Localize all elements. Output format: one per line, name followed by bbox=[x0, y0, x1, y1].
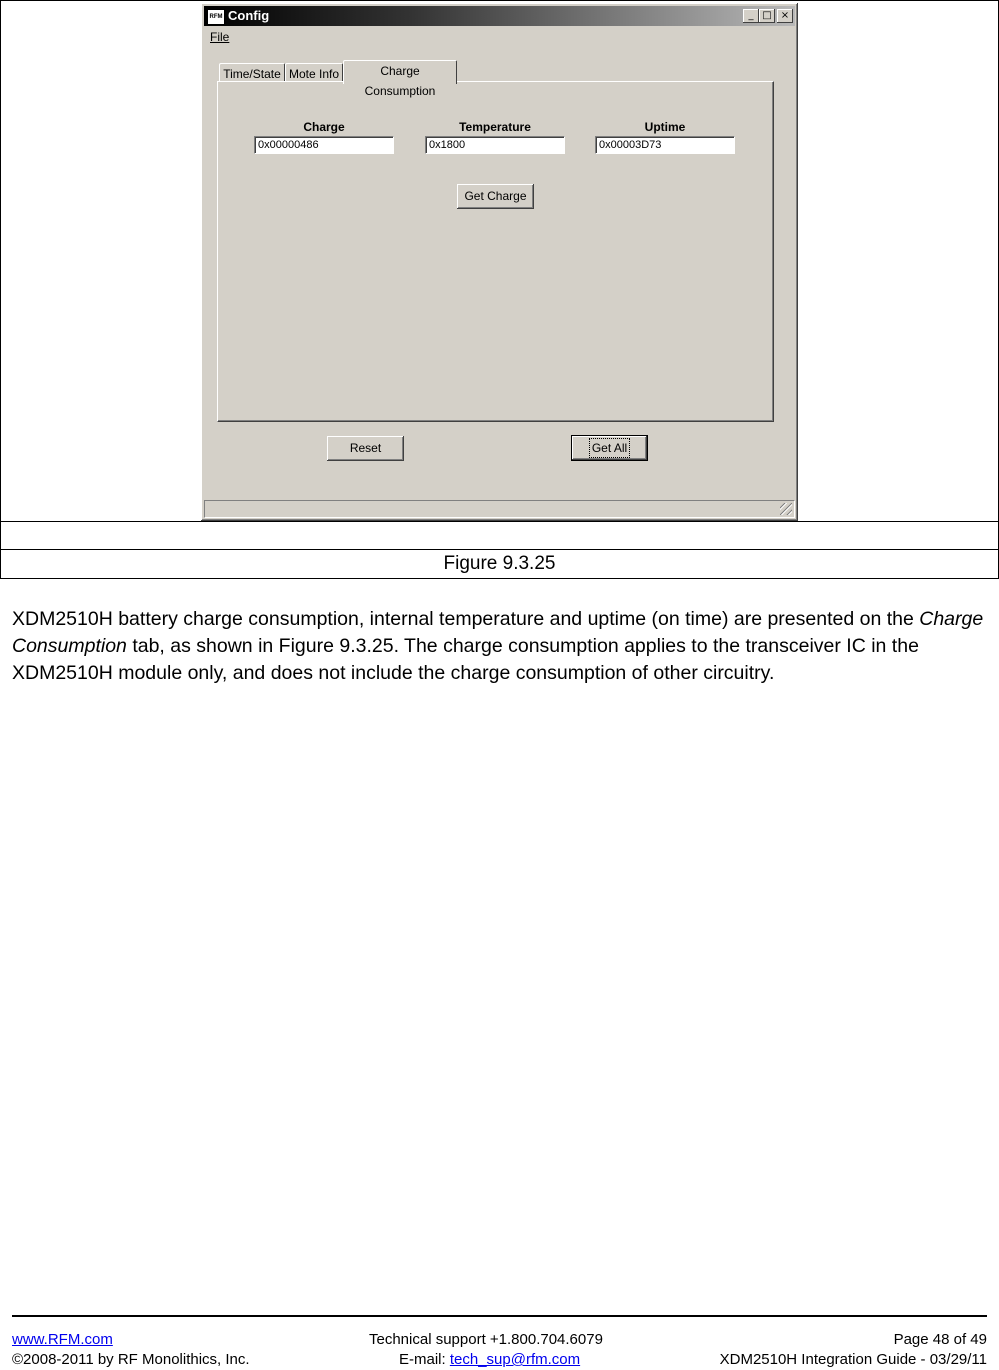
status-bar bbox=[204, 500, 795, 518]
temperature-label: Temperature bbox=[459, 120, 531, 134]
figure-table bbox=[0, 0, 999, 580]
copyright-text: ©2008-2011 by RF Monolithics, Inc. bbox=[12, 1351, 250, 1368]
resize-grip-icon[interactable] bbox=[780, 503, 792, 515]
uptime-field[interactable] bbox=[595, 136, 735, 154]
uptime-label: Uptime bbox=[644, 120, 686, 134]
guide-title: XDM2510H Integration Guide - 03/29/11 bbox=[719, 1351, 987, 1368]
charge-field[interactable] bbox=[254, 136, 394, 154]
email-line bbox=[399, 1351, 580, 1369]
body-paragraph bbox=[12, 606, 987, 687]
close-button[interactable]: × bbox=[777, 9, 793, 23]
empty-table-row bbox=[0, 521, 999, 550]
temperature-field[interactable] bbox=[425, 136, 565, 154]
tab-mote-info[interactable]: Mote Info bbox=[285, 63, 343, 84]
tab-charge-consumption[interactable]: Charge Consumption bbox=[343, 60, 457, 84]
window-title: Config bbox=[228, 8, 270, 23]
support-text: Technical support +1.800.704.6079 bbox=[369, 1331, 603, 1348]
reset-button[interactable]: Reset bbox=[327, 436, 404, 461]
paragraph-italic: Charge Consumption bbox=[12, 608, 984, 657]
maximize-button[interactable]: □ bbox=[759, 9, 775, 23]
app-icon: RFM bbox=[207, 9, 225, 25]
menu-bar bbox=[204, 27, 795, 47]
charge-consumption-panel bbox=[217, 81, 774, 422]
website-link[interactable]: www.RFM.com bbox=[12, 1331, 113, 1348]
tab-time-state[interactable]: Time/State bbox=[219, 63, 285, 84]
charge-label: Charge bbox=[303, 120, 345, 134]
figure-caption: Figure 9.3.25 bbox=[0, 550, 999, 579]
footer-divider bbox=[12, 1315, 987, 1317]
email-label: E-mail: bbox=[399, 1351, 450, 1368]
email-link[interactable]: tech_sup@rfm.com bbox=[449, 1351, 581, 1368]
figure-cell bbox=[0, 0, 999, 522]
paragraph-text-2: tab, as shown in Figure 9.3.25. The charge consumption applies to the transceiver IC in the XDM2510H module only, and does not include the charge consumption of other circuitry. bbox=[12, 635, 919, 684]
minimize-button[interactable]: _ bbox=[743, 9, 759, 23]
get-all-button[interactable] bbox=[572, 436, 647, 460]
menu-file[interactable]: File bbox=[210, 30, 230, 44]
get-all-label: Get All bbox=[591, 441, 628, 455]
title-bar[interactable] bbox=[204, 6, 795, 26]
paragraph-text-1: XDM2510H battery charge consumption, internal temperature and uptime (on time) are presented on the bbox=[12, 608, 920, 630]
config-window bbox=[201, 3, 798, 521]
page-number: Page 48 of 49 bbox=[893, 1331, 987, 1348]
get-charge-button[interactable]: Get Charge bbox=[457, 184, 534, 209]
